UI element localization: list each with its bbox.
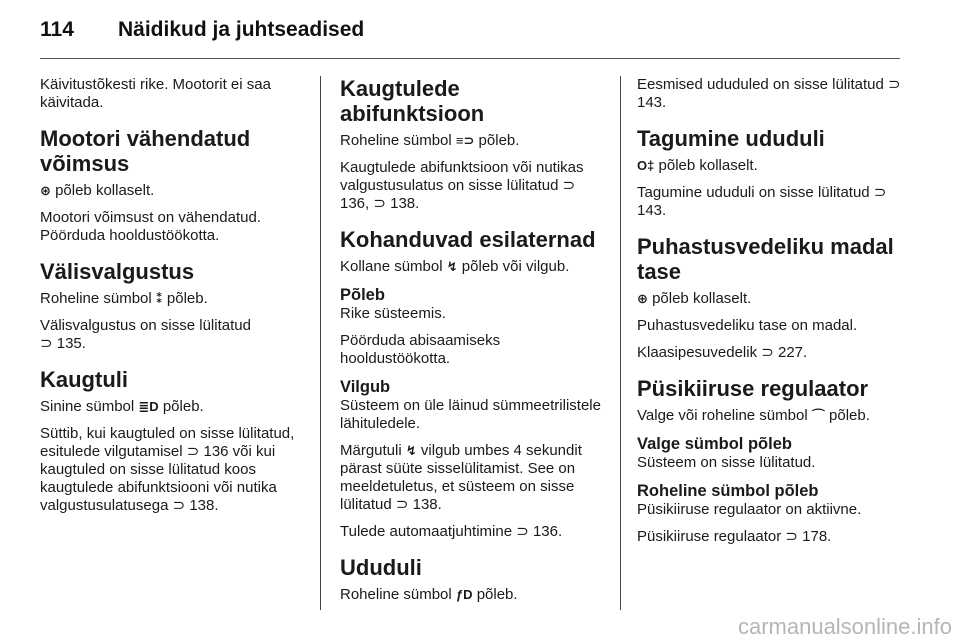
rear-fog-status: O‡ põleb kollaselt. [637, 157, 758, 174]
subsection-title-green: Roheline sümbol põleb [637, 482, 819, 500]
high-beam-status: Sinine sümbol ≣D põleb. [40, 398, 204, 415]
afl-lit-text-1: Rike süsteemis. [340, 305, 446, 322]
subsection-title-white: Valge sümbol põleb [637, 435, 792, 453]
section-title-washer-fluid: Puhastusvedeliku madal tase [637, 234, 894, 284]
cruise-green-text-2: Püsikiiruse regulaator ⊃ 178. [637, 528, 832, 545]
exterior-light-status: Roheline sümbol ⁑ põleb. [40, 290, 208, 307]
engine-power-text: Mootori võimsust on vähendatud. Pöörduda hooldustöökotta. [40, 209, 261, 244]
afl-flash-text-2: Märgutuli ↯ vilgub umbes 4 sekundit pärast süüte sisselülitamist. See on meeldetuletus, et süsteem on sisse lülitatud ⊃ 138. [340, 442, 582, 513]
section-title-engine-power: Mootori vähendatud võimsus [40, 126, 251, 176]
engine-power-icon: ⊛ [40, 183, 51, 198]
afl-flash-text-1: Süsteem on üle läinud sümmeetrilistele lähituledele. [340, 397, 601, 432]
front-fog-text: Eesmised ududuled on sisse lülitatud ⊃ 143. [637, 76, 901, 111]
high-beam-assist-text: Kaugtulede abifunktsioon või nutikas valgustusulatus on sisse lülitatud ⊃ 136, ⊃ 138. [340, 159, 584, 212]
washer-fluid-icon: ⊕ [637, 291, 648, 306]
cruise-white-text: Süsteem on sisse lülitatud. [637, 454, 816, 471]
washer-fluid-status: ⊕ põleb kollaselt. [637, 290, 752, 307]
cruise-green-text-1: Püsikiiruse regulaator on aktiivne. [637, 501, 862, 518]
engine-power-status: ⊛ põleb kollaselt. [40, 182, 155, 199]
header-rule [40, 58, 900, 59]
high-beam-text: Süttib, kui kaugtuled on sisse lülitatud, esitulede vilgutamisel ⊃ 136 või kui kaugtuled on sisse lülitatud koos kaugtulede abifunktsiooni või nutika valgustusulatusega ⊃ 138. [40, 425, 295, 514]
page-number: 114 [40, 18, 74, 41]
section-title-afl: Kohanduvad esilaternad [340, 227, 596, 252]
subsection-title-lit: Põleb [340, 286, 385, 304]
front-fog-icon: ƒD [455, 587, 473, 602]
column-divider-1 [320, 76, 321, 610]
washer-fluid-text-2: Klaasipesuvedelik ⊃ 227. [637, 344, 808, 361]
column-3 [637, 76, 905, 555]
section-title-high-beam: Kaugtuli [40, 367, 128, 392]
afl-icon: ↯ [446, 259, 458, 274]
high-beam-assist-status: Roheline sümbol ≡⊃ põleb. [340, 132, 520, 149]
page-header [40, 18, 900, 42]
section-title-high-beam-assist: Kaugtulede abifunktsioon [340, 76, 485, 126]
exterior-light-icon: ⁑ [155, 291, 163, 306]
immobiliser-text: Käivitustõkesti rike. Mootorit ei saa käivitada. [40, 76, 271, 111]
afl-status: Kollane sümbol ↯ põleb või vilgub. [340, 258, 570, 275]
column-divider-2 [620, 76, 621, 610]
fog-light-status: Roheline sümbol ƒD põleb. [340, 586, 518, 603]
high-beam-icon: ≣D [138, 399, 159, 414]
chapter-title: Näidikud ja juhtseadised [118, 18, 365, 41]
subsection-title-flashing: Vilgub [340, 378, 391, 396]
section-title-exterior-light: Välisvalgustus [40, 259, 195, 284]
afl-flash-text-3: Tulede automaatjuhtimine ⊃ 136. [340, 523, 563, 540]
exterior-light-text: Välisvalgustus on sisse lülitatud ⊃ 135. [40, 317, 251, 352]
column-2 [340, 76, 608, 613]
column-1 [40, 76, 302, 524]
afl-icon-inline: ↯ [405, 443, 417, 458]
afl-lit-text-2: Pöörduda abisaamiseks hooldustöökotta. [340, 332, 501, 367]
rear-fog-icon: O‡ [637, 158, 655, 173]
section-title-rear-fog: Tagumine ududuli [637, 126, 825, 151]
adaptive-light-icon: ≡⊃ [455, 133, 475, 148]
rear-fog-text: Tagumine ududuli on sisse lülitatud ⊃ 143. [637, 184, 887, 219]
washer-fluid-text-1: Puhastusvedeliku tase on madal. [637, 317, 858, 334]
cruise-control-icon: ⌒ [811, 408, 825, 423]
cruise-control-status: Valge või roheline sümbol ⌒ põleb. [637, 407, 870, 424]
watermark: carmanualsonline.info [737, 614, 952, 639]
section-title-cruise-control: Püsikiiruse regulaator [637, 376, 869, 401]
section-title-fog-light: Ududuli [340, 555, 422, 580]
